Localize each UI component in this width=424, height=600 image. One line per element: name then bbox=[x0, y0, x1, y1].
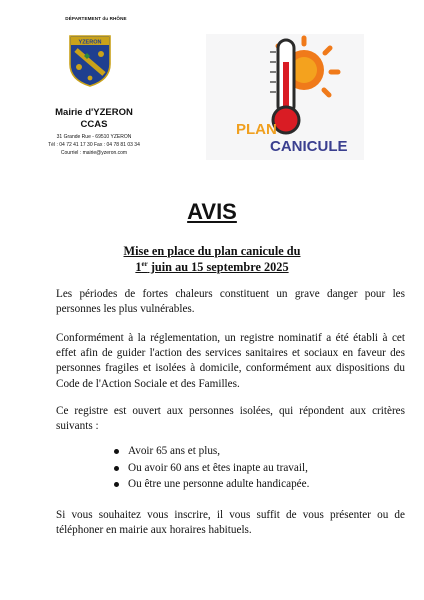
plan-canicule-logo bbox=[206, 34, 364, 160]
subtitle-line-1: Mise en place du plan canicule du bbox=[123, 244, 301, 258]
subtitle-sup: er bbox=[141, 259, 148, 268]
notice-subtitle bbox=[0, 243, 424, 275]
list-item: Ou avoir 60 ans et êtes inapte au travail, bbox=[114, 460, 394, 477]
contact-block bbox=[30, 133, 158, 157]
subtitle-rest: juin au 15 septembre 2025 bbox=[147, 260, 289, 274]
notice-title: AVIS bbox=[187, 199, 237, 224]
paragraph-danger: Les périodes de fortes chaleurs constituent un grave danger pour les personnes les plus vulnérables. bbox=[56, 288, 405, 316]
address-line: 31 Grande Rue - 69510 YZERON bbox=[56, 134, 132, 140]
email-line: Courriel : mairie@yzeron.com bbox=[60, 150, 128, 156]
logo-canicule-text: CANICULE bbox=[270, 138, 348, 155]
department-label: DÉPARTEMENT du RHÔNE bbox=[65, 16, 127, 21]
service-name: CCAS bbox=[80, 119, 108, 130]
subtitle-line-2 bbox=[0, 259, 424, 275]
paragraph-criteria-intro: Ce registre est ouvert aux personnes isolées, qui répondent aux critères suivants : bbox=[56, 405, 405, 433]
logo-plan-text: PLAN bbox=[236, 121, 277, 138]
mairie-block bbox=[40, 107, 148, 131]
yzeron-coat-of-arms bbox=[68, 34, 112, 88]
list-item: Avoir 65 ans et plus, bbox=[114, 443, 394, 460]
phone-fax-line: Tél : 04 72 41 17 30 Fax : 04 78 81 03 34 bbox=[48, 142, 140, 148]
subtitle-day: 1 bbox=[135, 260, 142, 274]
list-item: Ou être une personne adulte handicapée. bbox=[114, 476, 394, 493]
paragraph-register: Conformément à la réglementation, un registre nominatif a été établi à cet effet afin de guider l'action des services sanitaires et sociaux en faveur des personnes fragiles et isolées à domicile, conformément aux dispositions du Code de l'Action Sociale et des Familles. bbox=[56, 332, 405, 390]
paragraph-how-to-register: Si vous souhaitez vous inscrire, il vous suffit de vous présenter ou de téléphoner en mairie aux horaires habituels. bbox=[56, 509, 405, 537]
mairie-name: Mairie d'YZERON bbox=[55, 107, 133, 118]
criteria-list bbox=[114, 443, 394, 493]
crest-label: YZERON bbox=[78, 39, 102, 46]
